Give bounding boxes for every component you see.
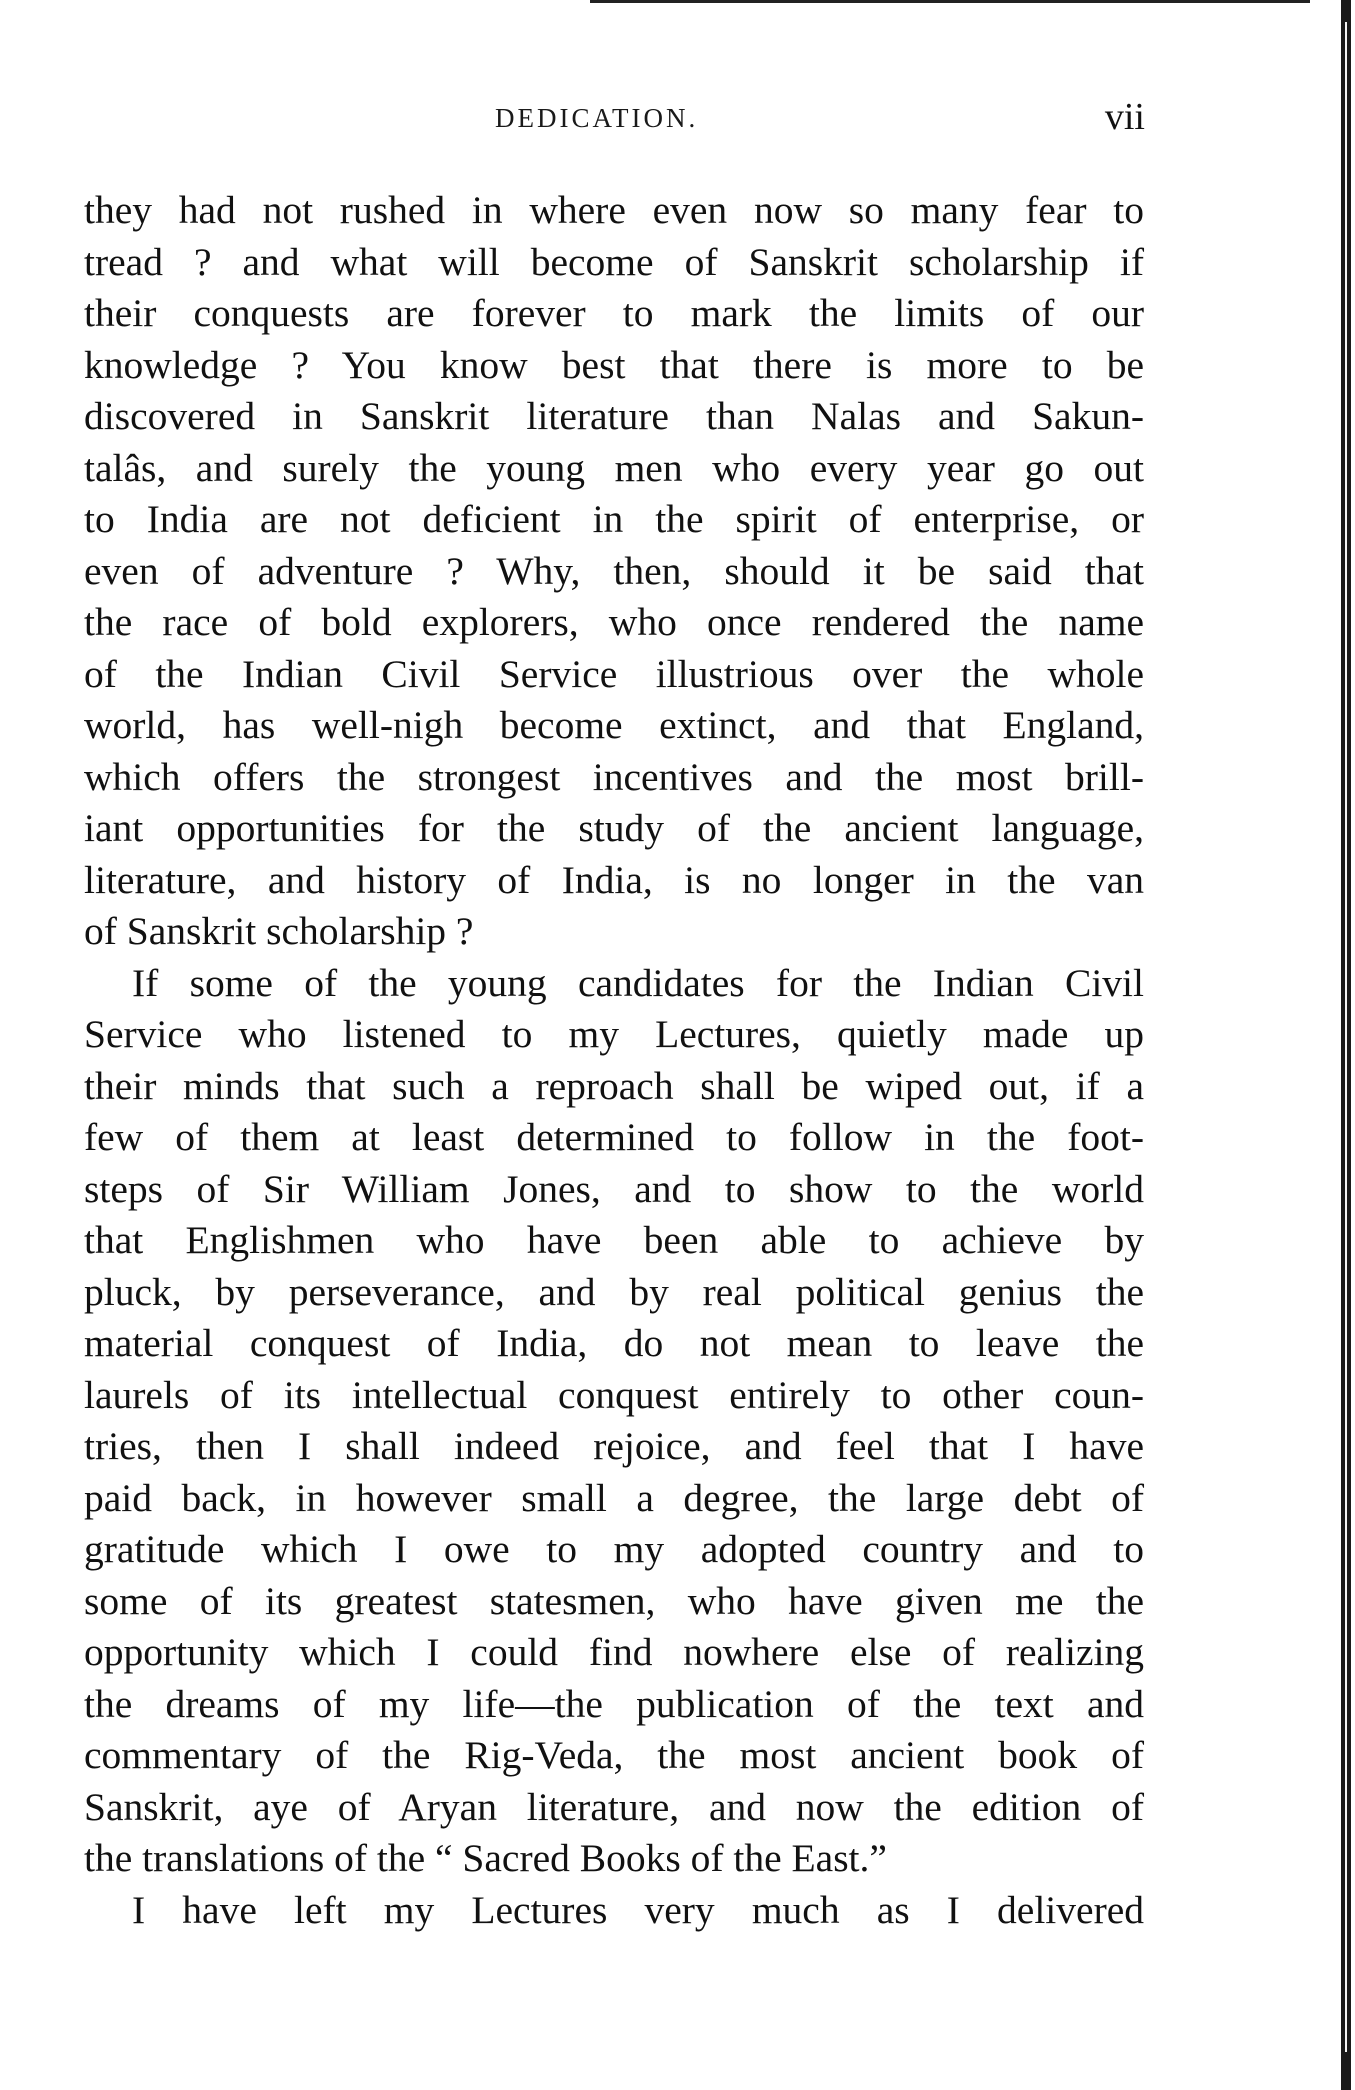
text-line: gratitude which I owe to my adopted country and to	[84, 1527, 1144, 1571]
text-line: few of them at least determined to follow in the foot-	[84, 1115, 1144, 1159]
text-line: the race of bold explorers, who once rendered the name	[84, 600, 1144, 644]
top-rule	[590, 0, 1310, 3]
paragraph	[84, 185, 1144, 958]
text-line: laurels of its intellectual conquest entirely to other coun-	[84, 1372, 1144, 1417]
text-line: even of adventure ? Why, then, should it be said that	[84, 548, 1144, 593]
text-line: of the Indian Civil Service illustrious over the whole	[84, 651, 1144, 696]
text-line: paid back, in however small a degree, the large debt of	[84, 1475, 1144, 1520]
paragraph	[84, 958, 1144, 1885]
page-edge-gap	[1345, 22, 1347, 2052]
page-number: vii	[1104, 96, 1145, 138]
text-line: I have left my Lectures very much as I delivered	[132, 1887, 1144, 1932]
text-line: their conquests are forever to mark the limits of our	[84, 291, 1144, 335]
page-header	[85, 95, 1145, 145]
text-line: the translations of the “ Sacred Books of the East.”	[84, 1836, 887, 1880]
text-line: If some of the young candidates for the Indian Civil	[132, 960, 1144, 1005]
text-line: to India are not deficient in the spirit of enterprise, or	[84, 497, 1144, 541]
text-line: material conquest of India, do not mean to leave the	[84, 1321, 1144, 1365]
text-line: pluck, by perseverance, and by real political genius the	[84, 1269, 1144, 1314]
text-line: of Sanskrit scholarship ?	[84, 909, 474, 953]
text-line: that Englishmen who have been able to achieve by	[84, 1218, 1144, 1262]
body-text	[84, 185, 1144, 1936]
text-line: commentary of the Rig-Veda, the most ancient book of	[84, 1733, 1144, 1777]
text-line: tread ? and what will become of Sanskrit scholarship if	[84, 239, 1144, 284]
text-line: talâs, and surely the young men who every year go out	[84, 445, 1144, 490]
text-line: which offers the strongest incentives and the most brill-	[84, 754, 1144, 799]
text-line: iant opportunities for the study of the ancient language,	[84, 806, 1144, 850]
text-line: world, has well-nigh become extinct, and that England,	[84, 703, 1144, 747]
running-head: DEDICATION.	[495, 103, 699, 133]
text-line: their minds that such a reproach shall be wiped out, if a	[84, 1063, 1144, 1108]
text-line: discovered in Sanskrit literature than Nalas and Sakun-	[84, 394, 1144, 438]
text-line: opportunity which I could find nowhere else of realizing	[84, 1630, 1144, 1674]
text-line: Sanskrit, aye of Aryan literature, and now the edition of	[84, 1784, 1144, 1829]
text-line: steps of Sir William Jones, and to show to the world	[84, 1166, 1144, 1211]
text-line: some of its greatest statesmen, who have given me the	[84, 1578, 1144, 1623]
paragraph	[84, 1885, 1144, 1937]
text-line: Service who listened to my Lectures, quietly made up	[84, 1012, 1144, 1056]
text-line: tries, then I shall indeed rejoice, and feel that I have	[84, 1424, 1144, 1468]
text-line: the dreams of my life—the publication of the text and	[84, 1681, 1144, 1726]
text-line: knowledge ? You know best that there is more to be	[84, 342, 1144, 387]
text-line: they had not rushed in where even now so many fear to	[84, 188, 1144, 232]
text-line: literature, and history of India, is no longer in the van	[84, 857, 1144, 902]
